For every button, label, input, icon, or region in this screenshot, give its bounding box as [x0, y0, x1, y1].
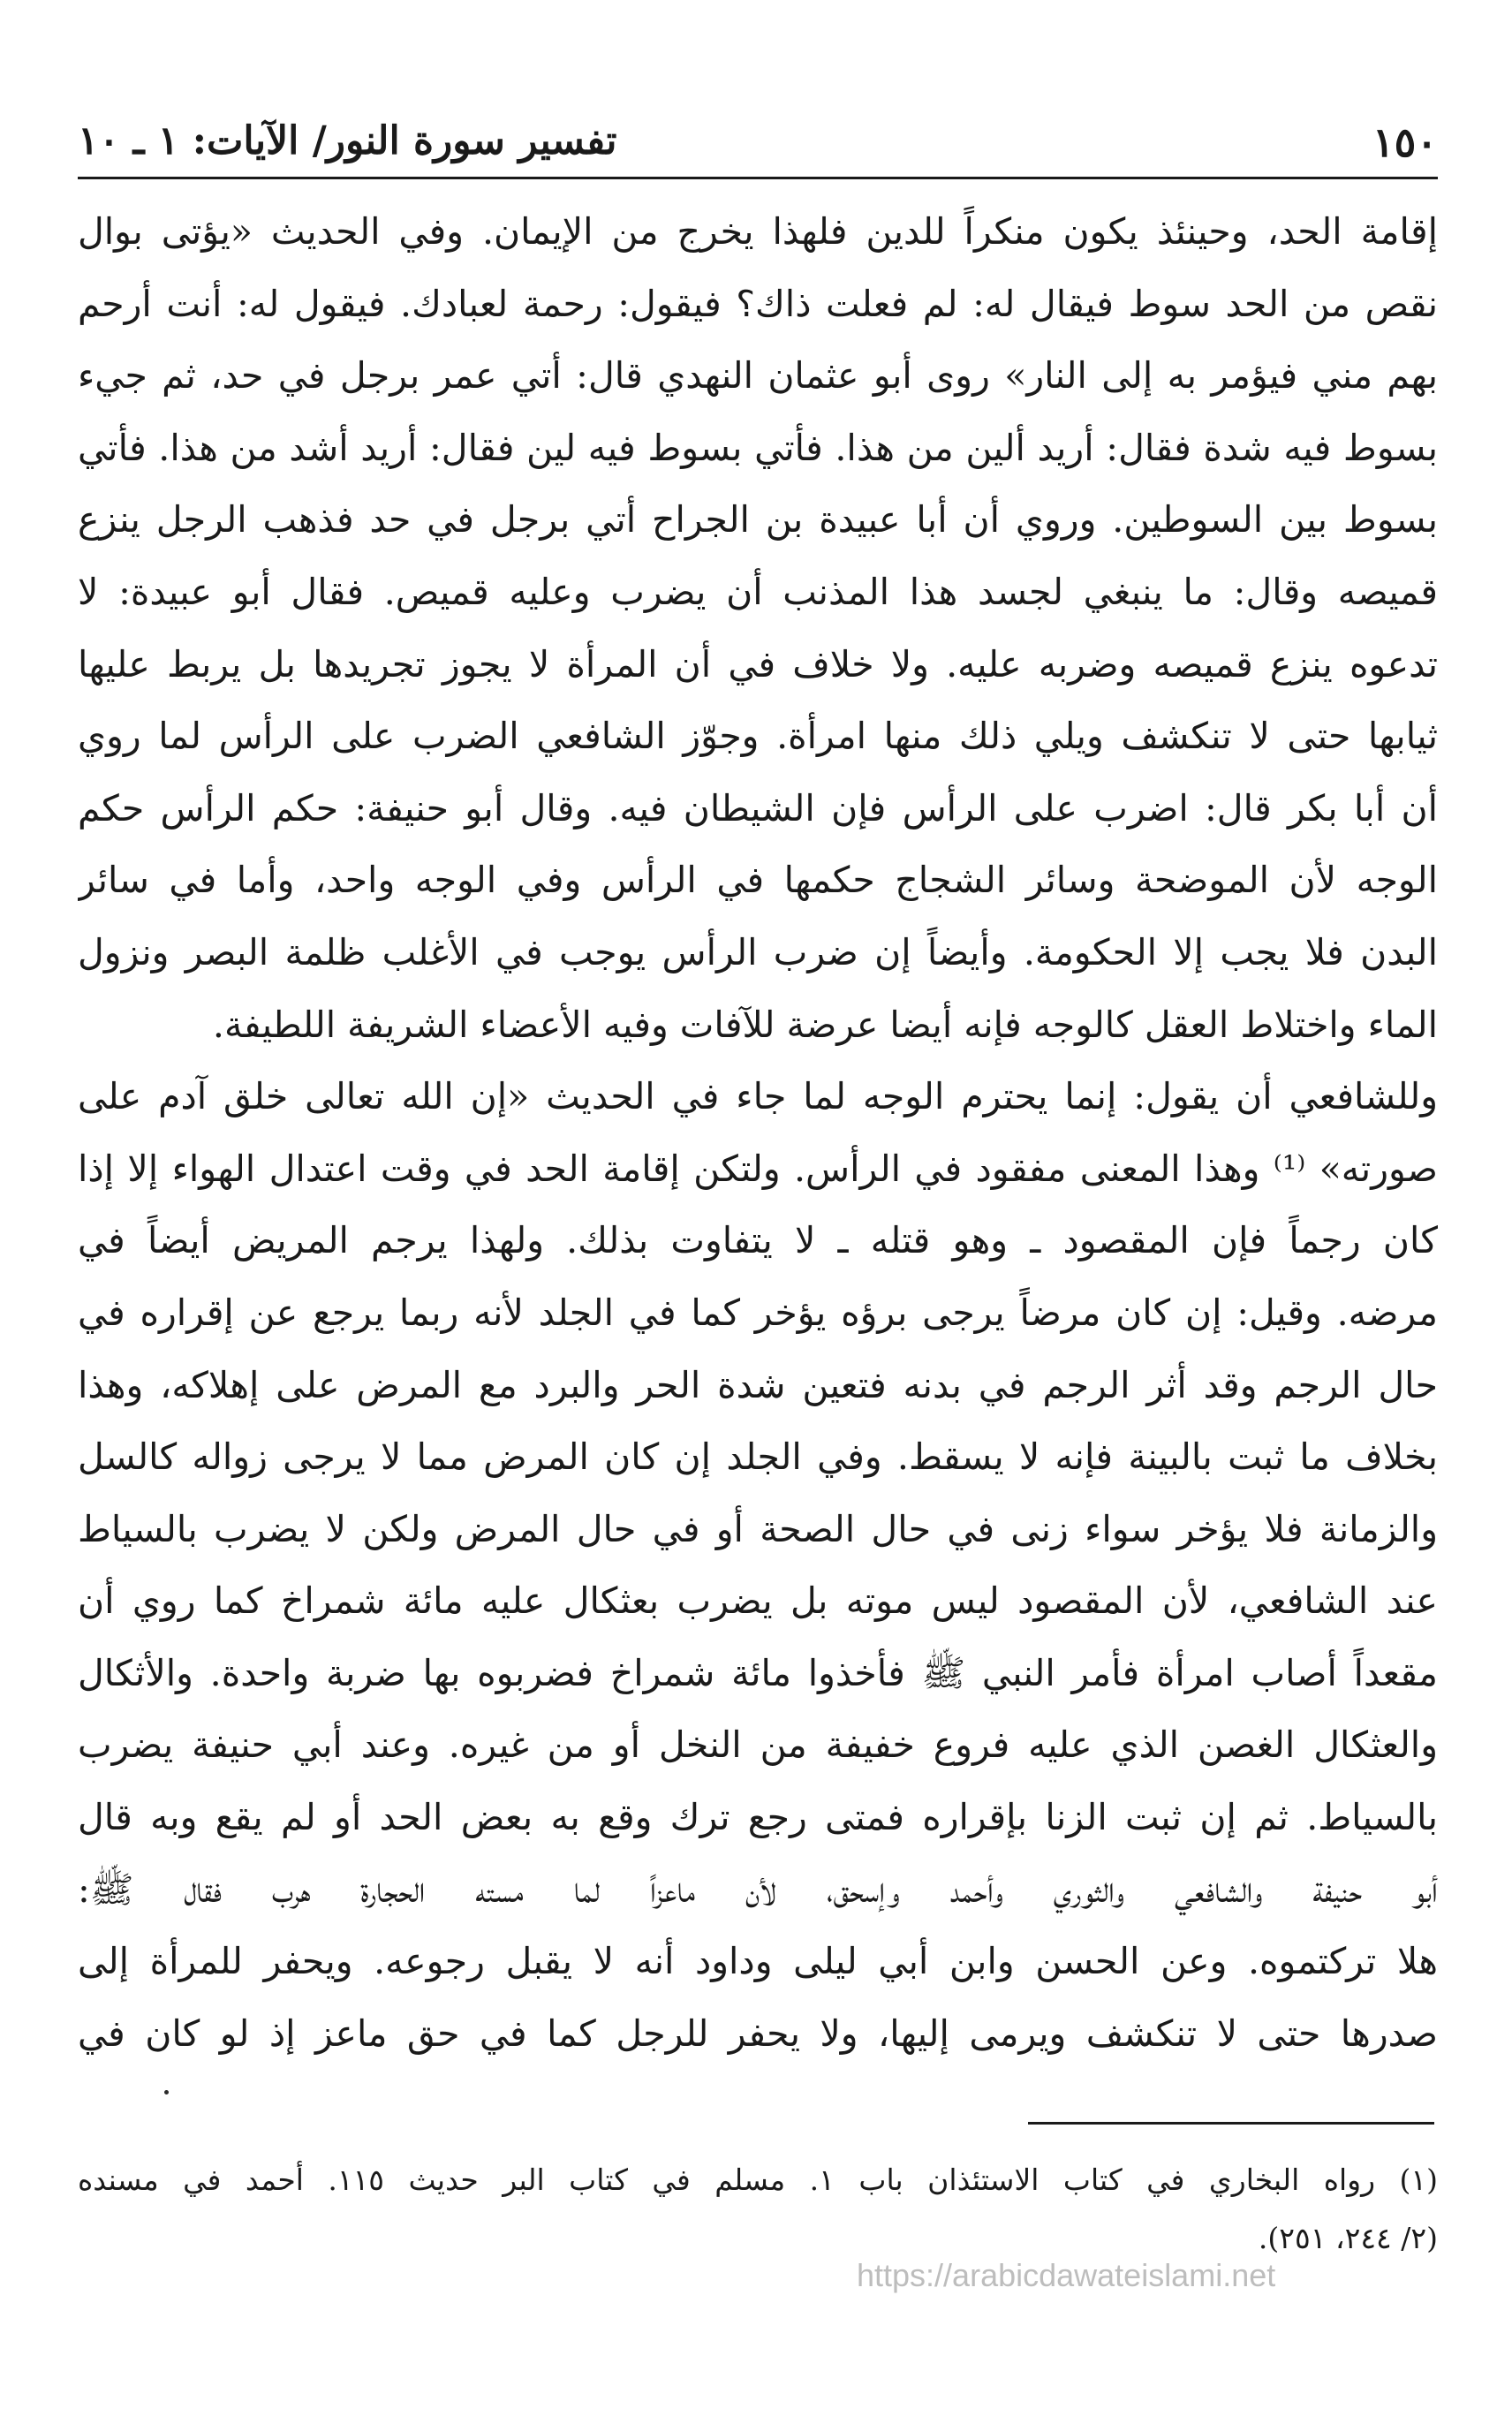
body-text: [78, 196, 1438, 2070]
running-header: [78, 113, 1438, 175]
text-line: عند الشافعي، لأن المقصود ليس موته بل يضرب بعثكال عليه مائة شمراخ كما روي أن: [78, 1579, 1438, 1623]
text-line: البدن فلا يجب إلا الحكومة. وأيضاً إن ضرب الرأس يوجب في الأغلب ظلمة البصر ونزول: [78, 930, 1438, 973]
text-line: بسوط فيه شدة فقال: أريد ألين من هذا. فأتي بسوط فيه لين فقال: أريد أشد من هذا. فأتي: [78, 426, 1438, 469]
text-line: إقامة الحد، وحينئذ يكون منكراً للدين فلهذا يخرج من الإيمان. وفي الحديث «يؤتى بوال: [78, 210, 1438, 253]
footnotes: [78, 2151, 1438, 2268]
text-line: هلا تركتموه. وعن الحسن وابن أبي ليلى وداود أنه لا يقبل رجوعه. ويحفر للمرأة إلى: [78, 1940, 1438, 1983]
text-line: كان رجماً فإن المقصود ـ وهو قتله ـ لا يتفاوت بذلك. ولهذا يرجم المريض أيضاً في: [78, 1219, 1438, 1262]
watermark-url: https://arabicdawateislami.net: [857, 2257, 1276, 2293]
footnote-line: (٢/ ٢٤٤، ٢٥١).: [1258, 2221, 1438, 2255]
text-line: حال الرجم وقد أثر الرجم في بدنه فتعين شدة الحر والبرد مع المرض على إهلاكه، وهذا: [78, 1363, 1438, 1406]
text-line: بهم مني فيؤمر به إلى النار» روى أبو عثمان النهدي قال: أتي عمر برجل في حد، ثم جيء: [78, 354, 1438, 398]
page-number: ١٥٠: [1372, 118, 1438, 166]
text-line: صدرها حتى لا تنكشف ويرمى إليها، ولا يحفر للرجل كما في حق ماعز إذ لو كان في: [78, 2011, 1438, 2055]
footnote-line: (١) رواه البخاري في كتاب الاستئذان باب ١. مسلم في كتاب البر حديث ١١٥. أحمد في مسنده: [78, 2163, 1438, 2197]
text-line: مرضه. وقيل: إن كان مرضاً يرجى برؤه يؤخر كما في الجلد لأنه ربما يرجع عن إقراره في: [78, 1291, 1438, 1334]
text-line: بالسياط. ثم إن ثبت الزنا بإقراره فمتى رجع ترك وقع به بعض الحد أو لم يقع وبه قال: [78, 1796, 1438, 1839]
ink-speck: [164, 2090, 169, 2094]
text-line: وللشافعي أن يقول: إنما يحترم الوجه لما جاء في الحديث «إن الله تعالى خلق آدم على: [78, 1075, 1438, 1118]
footnote-rule: [1028, 2122, 1434, 2125]
text-line: أن أبا بكر قال: اضرب على الرأس فإن الشيطان فيه. وقال أبو حنيفة: حكم الرأس حكم: [78, 786, 1438, 829]
text-line: والزمانة فلا يؤخر سواء زنى في حال الصحة أو في حال المرض ولكن لا يضرب بالسياط: [78, 1507, 1438, 1550]
text-line: بخلاف ما ثبت بالبينة فإنه لا يسقط. وفي الجلد إن كان المرض مما لا يرجى زواله كالسل: [78, 1435, 1438, 1479]
text-line: والعثكال الغصن الذي عليه فروع خفيفة من النخل أو من غيره. وعند أبي حنيفة يضرب: [78, 1723, 1438, 1767]
text-line: ثيابها حتى لا تنكشف ويلي ذلك منها امرأة. وجوّز الشافعي الضرب على الرأس لما روي: [78, 715, 1438, 758]
text-line: صورته» ⁽¹⁾ وهذا المعنى مفقود في الرأس. ولتكن إقامة الحد في وقت اعتدال الهواء إلا إذا: [78, 1147, 1438, 1190]
text-line: بسوط بين السوطين. وروي أن أبا عبيدة بن الجراح أتي برجل في حد فذهب الرجل ينزع: [78, 498, 1438, 542]
text-line: الماء واختلاط العقل كالوجه فإنه أيضا عرضة للآفات وفيه الأعضاء الشريفة اللطيفة.: [212, 1003, 1438, 1046]
header-title: تفسير سورة النور/ الآيات: ١ ـ ١٠: [78, 118, 617, 163]
text-line: مقعداً أصاب امرأة فأمر النبي ﷺ فأخذوا مائة شمراخ فضربوه بها ضربة واحدة. والأثكال: [78, 1651, 1438, 1694]
text-line: الوجه لأن الموضحة وسائر الشجاج حكمها في الرأس وفي الوجه واحد، وأما في سائر: [78, 859, 1438, 902]
text-line: تدعوه ينزع قميصه وضربه عليه. ولا خلاف في أن المرأة لا يجوز تجريدها بل يربط عليها: [78, 642, 1438, 686]
text-line: أبو حنيفة والشافعي والثوري وأحمد وإسحق، لأن ماعزاً لما مسته الحجارة هرب فقال ﷺ:: [78, 1867, 1438, 1911]
text-line: قميصه وقال: ما ينبغي لجسد هذا المذنب أن يضرب وعليه قميص. فقال أبو عبيدة: لا: [78, 570, 1438, 613]
header-rule: [78, 177, 1438, 179]
text-line: نقص من الحد سوط فيقال له: لم فعلت ذاك؟ فيقول: رحمة لعبادك. فيقول له: أنت أرحم: [78, 282, 1438, 325]
